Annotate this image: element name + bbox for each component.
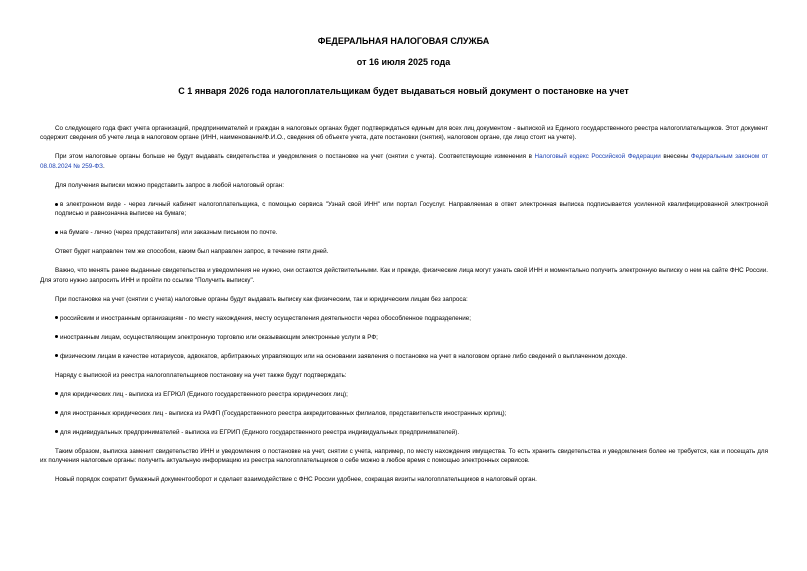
paragraph-changes-text-3: . [102,162,105,170]
tax-code-link[interactable]: Налоговый кодекс Российской Федерации [534,153,661,161]
list-item-electronic: в электронном виде - через личный кабинет налогоплательщика, с помощью сервиса "Узнай свой ИНН" или портал Госуслуг. Направляемая в ответ электронная выписка подписывается усиленной квалифицированной электронной подписью и равнозначна выписке на бумаге; [55,200,768,218]
paragraph-request: Для получения выписки можно представить запрос в любой налоговый орган: [55,181,284,189]
bullet-icon [55,316,58,319]
paragraph-intro: Со следующего года факт учета организаций, предпринимателей и граждан в налоговых органах будет подтверждаться единым для всех лиц документом - выпиской из Единого государственного реестра налогоплательщиков. Этот документ содержит сведения об учете лица в налоговом органе (ИНН, наименование/Ф.И.О., сведения об объекте учета, дате постановки (снятия), налоговом органе, где лицо стоит на учете). [40,125,768,142]
list-item-paper: на бумаге - лично (через представителя) или заказным письмом по почте. [40,228,768,237]
bullet-icon [55,203,58,206]
paragraph-conclusion: Новый порядок сократит бумажный документооборот и сделает взаимодействие с ФНС России удобнее, сокращая визиты налогоплательщиков в налоговый орган. [55,476,537,484]
bullet-icon [55,354,58,357]
paragraph-without-request: При постановке на учет (снятии с учета) налоговые органы будут выдавать выписку как физическим, так и юридическим лицам без запроса: [55,295,468,303]
list-item-rafp: для иностранных юридических лиц - выписка из РАФП (Государственного реестра аккредитованных филиалов, представительств иностранных юрлиц); [40,409,768,418]
list-item-egrul: для юридических лиц - выписка из ЕГРЮЛ (Единого государственного реестра юридических лиц); [40,390,768,399]
bullet-icon [55,231,58,234]
list-item-organizations: российским и иностранным организациям - по месту нахождения, месту осуществления деятельности через обособленное подразделение; [40,314,768,323]
bullet-icon [55,411,58,414]
list-item-individuals: физическим лицам в качестве нотариусов, адвокатов, арбитражных управляющих или на основании заявления о постановке на учет в налоговом органе либо сведений о выплаченном доходе. [40,352,768,361]
paragraph-changes-text-2: внесены [660,153,691,161]
paragraph-important: Важно, что менять ранее выданные свидетельства и уведомления не нужно, они остаются действительными. Как и прежде, физические лица могут узнать свой ИНН и моментально получить электронную выписку о нем на сайте ФНС России. Для этого нужно запросить ИНН и пройти по ссылке "Получить выписку". [40,267,768,284]
bullet-icon [55,430,58,433]
document-date: от 16 июля 2025 года [356,57,451,67]
document-body [40,124,768,494]
paragraph-registries: Наряду с выпиской из реестра налогоплательщиков постановку на учет также будут подтверждать: [55,371,347,379]
bullet-icon [55,335,58,338]
paragraph-changes [40,152,768,171]
document-title: С 1 января 2026 года налогоплательщикам будет выдаваться новый документ о постановке на учет [178,86,629,96]
list-item-egrip: для индивидуальных предпринимателей - выписка из ЕГРИП (Единого государственного реестра индивидуальных предпринимателей). [40,428,768,437]
federal-law-link[interactable]: Федеральным законом от 08.08.2024 № 259-ФЗ [40,153,769,170]
bullet-icon [55,392,58,395]
paragraph-changes-text-1: При этом налоговые органы больше не будут выдавать свидетельства и уведомления о постановке на учет (снятии с учета). Соответствующие изменения в [55,153,535,161]
paragraph-response: Ответ будет направлен тем же способом, каким был направлен запрос, в течение пяти дней. [55,248,329,256]
organization-heading: ФЕДЕРАЛЬНАЯ НАЛОГОВАЯ СЛУЖБА [317,36,490,46]
list-item-foreign: иностранным лицам, осуществляющим электронную торговлю или оказывающим электронные услуги в РФ; [40,333,768,342]
paragraph-summary: Таким образом, выписка заменит свидетельство ИНН и уведомления о постановке на учет, снятии с учета, например, по месту нахождения имущества. То есть хранить свидетельства и уведомления более не требуется, как и посещать для их получения налоговые органы: получить актуальную информацию из реестра налогоплательщиков о себе можно в любое время с помощью электронных сервисов. [40,447,768,465]
